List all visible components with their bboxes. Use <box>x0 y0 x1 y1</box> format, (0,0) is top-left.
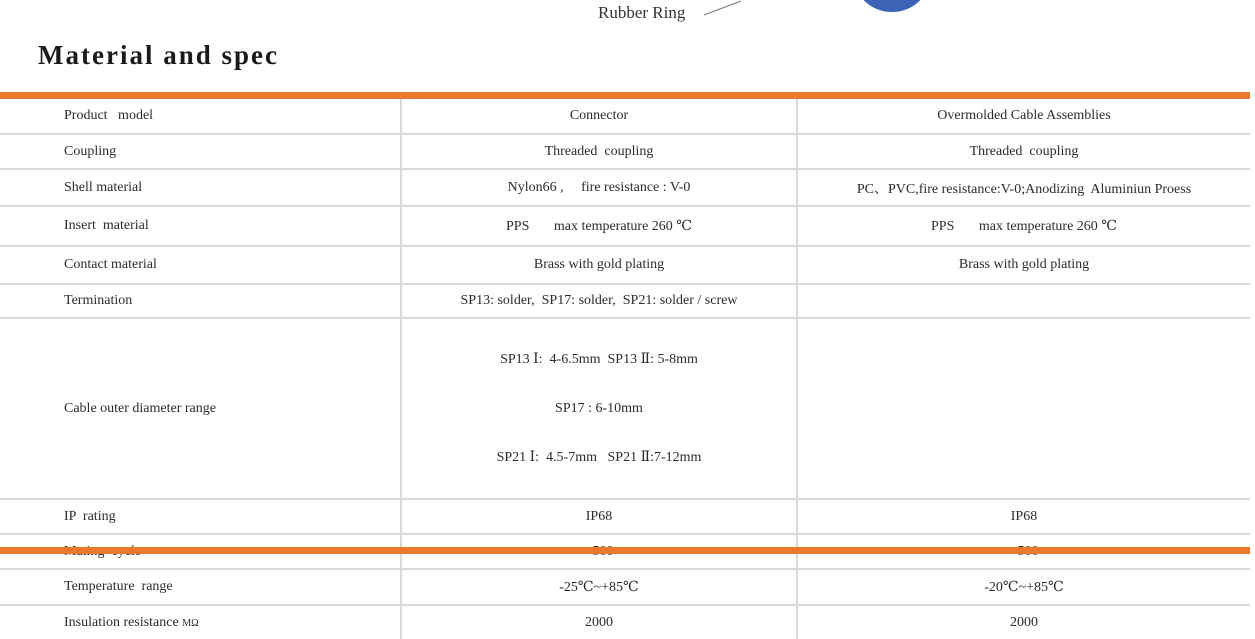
rubber-ring-caption: Rubber Ring <box>598 3 686 22</box>
table-row <box>0 569 1250 605</box>
connector-cell <box>401 318 797 499</box>
connector-cell: Threaded coupling <box>401 134 797 169</box>
connector-cell: Brass with gold plating <box>401 246 797 284</box>
diameter-line: SP21 Ⅰ: 4.5-7mm SP21 Ⅱ:7-12mm <box>496 450 702 465</box>
overmolded-cell <box>797 318 1250 499</box>
diameter-line: SP17 : 6-10mm <box>555 401 643 416</box>
table-row <box>0 499 1250 534</box>
overmolded-cell: PC、PVC,fire resistance:V-0;Anodizing Aluminiun Proess <box>797 169 1250 206</box>
table-row <box>0 206 1250 246</box>
table-row <box>0 99 1250 134</box>
overmolded-cell: Brass with gold plating <box>797 246 1250 284</box>
overmolded-cell: IP68 <box>797 499 1250 534</box>
overmolded-cell: 2000 <box>797 605 1250 639</box>
connector-cell: Nylon66 , fire resistance : V-0 <box>401 169 797 206</box>
diameter-line: SP13 Ⅰ: 4-6.5mm SP13 Ⅱ: 5-8mm <box>500 352 698 367</box>
connector-cell: -25℃~+85℃ <box>401 569 797 605</box>
row-label: Shell material <box>0 169 401 206</box>
row-label: IP rating <box>0 499 401 534</box>
unit-label: MΩ <box>182 617 199 629</box>
row-label: Termination <box>0 284 401 318</box>
overmolded-cell: PPS max temperature 260 ℃ <box>797 206 1250 246</box>
table-row <box>0 169 1250 206</box>
table-row <box>0 284 1250 318</box>
row-label <box>0 605 401 639</box>
leader-line <box>703 0 743 18</box>
connector-part-image <box>852 0 932 12</box>
bottom-accent-rule <box>0 547 1250 554</box>
row-label-text: Insulation resistance <box>64 614 179 630</box>
overmolded-cell <box>797 284 1250 318</box>
row-label: Coupling <box>0 134 401 169</box>
connector-cell: 2000 <box>401 605 797 639</box>
row-label: Cable outer diameter range <box>0 318 401 499</box>
table-row <box>0 605 1250 639</box>
overmolded-cell: Overmolded Cable Assemblies <box>797 99 1250 134</box>
connector-cell: Connector <box>401 99 797 134</box>
row-label: Insert material <box>0 206 401 246</box>
top-accent-rule <box>0 92 1250 99</box>
connector-cell: IP68 <box>401 499 797 534</box>
overmolded-cell: Threaded coupling <box>797 134 1250 169</box>
table-row <box>0 134 1250 169</box>
spec-table <box>0 99 1250 639</box>
connector-cell: PPS max temperature 260 ℃ <box>401 206 797 246</box>
row-label: Temperature range <box>0 569 401 605</box>
overmolded-cell: -20℃~+85℃ <box>797 569 1250 605</box>
connector-cell: SP13: solder, SP17: solder, SP21: solder / screw <box>401 284 797 318</box>
section-title: Material and spec <box>38 40 279 70</box>
row-label: Product model <box>0 99 401 134</box>
table-row <box>0 246 1250 284</box>
row-label: Contact material <box>0 246 401 284</box>
table-row <box>0 318 1250 499</box>
